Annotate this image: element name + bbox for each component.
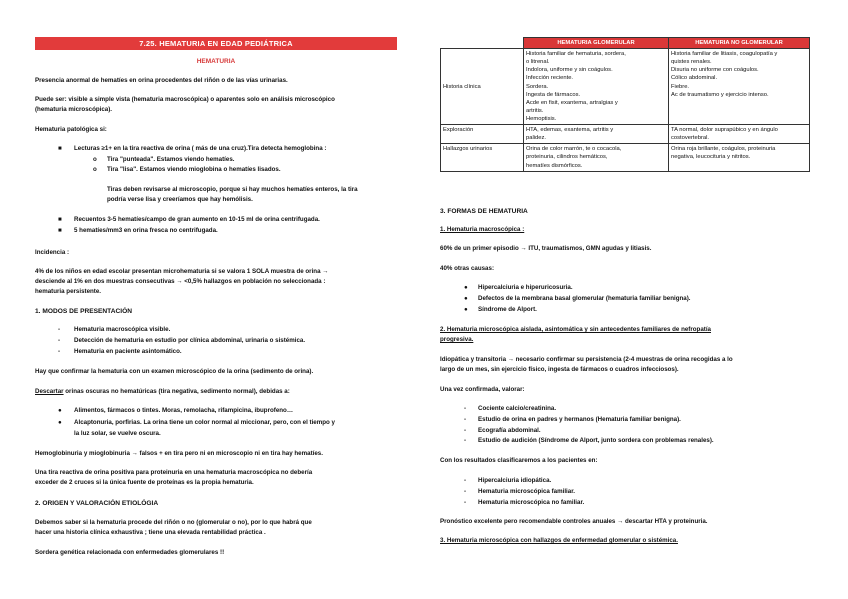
document-banner-title: 7.25. HEMATURIA EN EDAD PEDIÁTRICA xyxy=(35,37,397,50)
table-row xyxy=(441,125,810,144)
prognosis-text: Pronóstico excelente pero recomendable controles anuales → descartar HTA y proteinuria. xyxy=(440,518,708,525)
incidence-text-1: 4% de los niños en edad escolar presentan microhematuria si se valora 1 SOLA muestra de orina → xyxy=(35,268,329,275)
cause-item-1: ● Hipercalciuria e hiperuricosuria. xyxy=(464,284,573,291)
discard-item-1: ● Alimentos, fármacos o tintes. Moras, remolacha, rifampicina, ibuprofeno… xyxy=(58,407,294,414)
heading-origin: 2. ORIGEN Y VALORACIÓN ETIOLÓGIA xyxy=(35,500,159,507)
eval-item-1: - Cociente calcio/creatinina. xyxy=(464,405,557,412)
macro-60-text: 60% de un primer episodio → ITU, traumatismos, GMN agudas y litiasis. xyxy=(440,245,652,252)
subheading-isolated-1: 2. Hematuria microscópica aislada, asintomática y sin antecedentes familiares de nefropatía xyxy=(440,326,711,333)
bullet-icon: ■ xyxy=(58,227,62,234)
bullet-icon: ● xyxy=(58,419,62,426)
mode-item-2: - Detección de hematuria en estudio por clínica abdominal, urinaria o sistémica. xyxy=(58,337,306,344)
criteria-subitem-1: o Tira "punteada". Estamos viendo hematíes. xyxy=(93,156,235,163)
header-glomerular: HEMATURIA GLOMERULAR xyxy=(524,38,669,49)
heading-forms: 3. FORMAS DE HEMATURIA xyxy=(440,208,528,215)
subheading-glomerular-findings: 3. Hematuria microscópica con hallazgos de enfermedad glomerular o sistémica. xyxy=(440,537,678,544)
table-header-row xyxy=(441,38,810,49)
visibility-text-1: Puede ser: visible a simple vista (hematuria macroscópica) o aparentes solo en análisis microscópico xyxy=(35,96,335,103)
hematuria-comparison-table xyxy=(440,37,810,172)
bullet-icon: ● xyxy=(464,295,468,302)
criteria-item-3: ■ 5 hematíes/mm3 en orina fresca no centrifugada. xyxy=(58,227,218,234)
idiopathic-text-2: largo de un mes, sin ejercicio físico, ingesta de fármacos o cuadros infecciosos). xyxy=(440,366,679,373)
subheading-isolated-2: progresiva. xyxy=(440,336,474,343)
row-label: Historia clínica xyxy=(441,49,524,125)
cell-glomerular: HTA, edemas, exantema, artritis y palidez. xyxy=(524,125,669,144)
circle-bullet-icon: o xyxy=(93,166,97,173)
class-item-2: - Hematuria microscópica familiar. xyxy=(464,488,575,495)
bullet-icon: ● xyxy=(464,306,468,313)
confirm-text: Hay que confirmar la hematuria con un examen microscópico de la orina (sedimento de orina). xyxy=(35,368,314,375)
bullet-icon: ● xyxy=(464,284,468,291)
row-label: Hallazgos urinarios xyxy=(441,144,524,171)
bullet-icon: ● xyxy=(58,407,62,414)
cell-glomerular: Historia familiar de hematuria, sordera, o litrenal. Indolora, uniforme y sin coágulos. Infección reciente. Sordera. Ingesta de fármacos. Acde en fisit, exantema, artralgias y artritis. Hemoptisis. xyxy=(524,49,669,125)
heading-presentation-modes: 1. MODOS DE PRESENTACIÓN xyxy=(35,308,132,315)
criteria-item-1: ■ Lecturas ≥1+ en la tira reactiva de orina ( más de una cruz).Tira detecta hemoglobina : xyxy=(58,145,327,152)
mode-item-3: - Hematuria en paciente asintomático. xyxy=(58,348,182,355)
eval-item-2: - Estudio de orina en padres y hermanos (Hematuria familiar benigna). xyxy=(464,416,681,423)
proteinuria-text-1: Una tira reactiva de orina positiva para proteinuria en una hematuria macroscópica no debería xyxy=(35,469,313,476)
cell-no-glomerular: Orina roja brillante, coágulos, proteinuria negativa, leucocituria y nitritos. xyxy=(669,144,810,171)
origin-text-1: Debemos saber si la hematuria procede del riñón o no (glomerular o no), por lo que habrá que xyxy=(35,519,312,526)
bullet-icon: ■ xyxy=(58,145,62,152)
discard-item-2: ● Alcaptonuria, porfirias. La orina tiene un color normal al miccionar, pero, con el tiempo y xyxy=(58,419,335,426)
eval-item-3: - Ecografía abdominal. xyxy=(464,427,541,434)
row-label: Exploración xyxy=(441,125,524,144)
discard-text: Descartar orinas oscuras no hematúricas (tira negativa, sedimento normal), debidas a: xyxy=(35,388,290,395)
circle-bullet-icon: o xyxy=(93,156,97,163)
cell-no-glomerular: Historia familiar de litiasis, coagulopatía y quistes renales. Disuria no uniforme con coágulos. Cólico abdominal. Fiebre. Ac de traumatismo y ejercicio intenso. xyxy=(669,49,810,125)
class-item-1: - Hipercalciuria idiopática. xyxy=(464,477,552,484)
hemoglobinuria-text: Hemoglobinuria y mioglobinuria → falsos + en tira pero ni en microscopio ni en tira hay hematíes. xyxy=(35,450,323,457)
table-row xyxy=(441,144,810,171)
sordera-text: Sordera genética relacionada con enfermedades glomerulares !! xyxy=(35,549,225,556)
pathologic-label: Hematuria patológica si: xyxy=(35,126,107,133)
criteria-item-2: ■ Recuentos 3-5 hematíes/campo de gran aumento en 10-15 ml de orina centrifugada. xyxy=(58,216,320,223)
cause-item-3: ● Síndrome de Alport. xyxy=(464,306,537,313)
subheading-macroscopic: 1. Hematuria macroscópica : xyxy=(440,226,525,233)
incidence-label: Incidencia : xyxy=(35,249,70,256)
criteria-note-2: podría verse lisa y creeríamos que hay hemólisis. xyxy=(107,196,253,203)
valorar-label: Una vez confirmada, valorar: xyxy=(440,386,525,393)
criteria-subitem-2: o Tira "lisa". Estamos viendo mioglobina o hematíes lisados. xyxy=(93,166,281,173)
table-row xyxy=(441,49,810,125)
class-item-3: - Hematuria microscópica no familiar. xyxy=(464,499,585,506)
proteinuria-text-2: exceder de 2 cruces si la única fuente de proteínas es la propia hematuria. xyxy=(35,479,254,486)
eval-item-4: - Estudio de audición (Síndrome de Alport, junto sordera con problemas renales). xyxy=(464,437,714,444)
incidence-text-2: desciende al 1% en dos muestras consecutivas → <0,5% hallazgos en población no seleccionada : xyxy=(35,278,326,285)
section-title-hematuria: HEMATURIA xyxy=(196,58,236,65)
macro-40-text: 40% otras causas: xyxy=(440,265,494,272)
definition-text: Presencia anormal de hematíes en orina procedentes del riñón o de las vías urinarias. xyxy=(35,77,288,84)
discard-item-2-cont: la luz solar, se vuelve oscura. xyxy=(74,430,161,437)
bullet-icon: ■ xyxy=(58,216,62,223)
cell-no-glomerular: TA normal, dolor suprapúbico y en ángulo costovertebral. xyxy=(669,125,810,144)
origin-text-2: hacer una historia clínica exhaustiva ; tiene una elevada rentabilidad práctica . xyxy=(35,529,266,536)
idiopathic-text-1: Idiopática y transitoria → necesario confirmar su persistencia (2-4 muestras de orina recogidas a lo xyxy=(440,356,733,363)
incidence-text-3: hematuria persistente. xyxy=(35,288,102,295)
classify-text: Con los resultados clasificaremos a los pacientes en: xyxy=(440,457,598,464)
visibility-text-2: (hematuria microscópica). xyxy=(35,106,113,113)
header-no-glomerular: HEMATURIA NO GLOMERULAR xyxy=(669,38,810,49)
cell-glomerular: Orina de color marrón, te o cocacola, proteinuria, cilindros hemáticos, hematíes dismórficos. xyxy=(524,144,669,171)
mode-item-1: - Hematuria macroscópica visible. xyxy=(58,326,171,333)
criteria-note-1: Tiras deben revisarse al microscopio, porque si hay muchos hematíes enteros, la tira xyxy=(107,186,358,193)
cause-item-2: ● Defectos de la membrana basal glomerular (hematuria familiar benigna). xyxy=(464,295,691,302)
